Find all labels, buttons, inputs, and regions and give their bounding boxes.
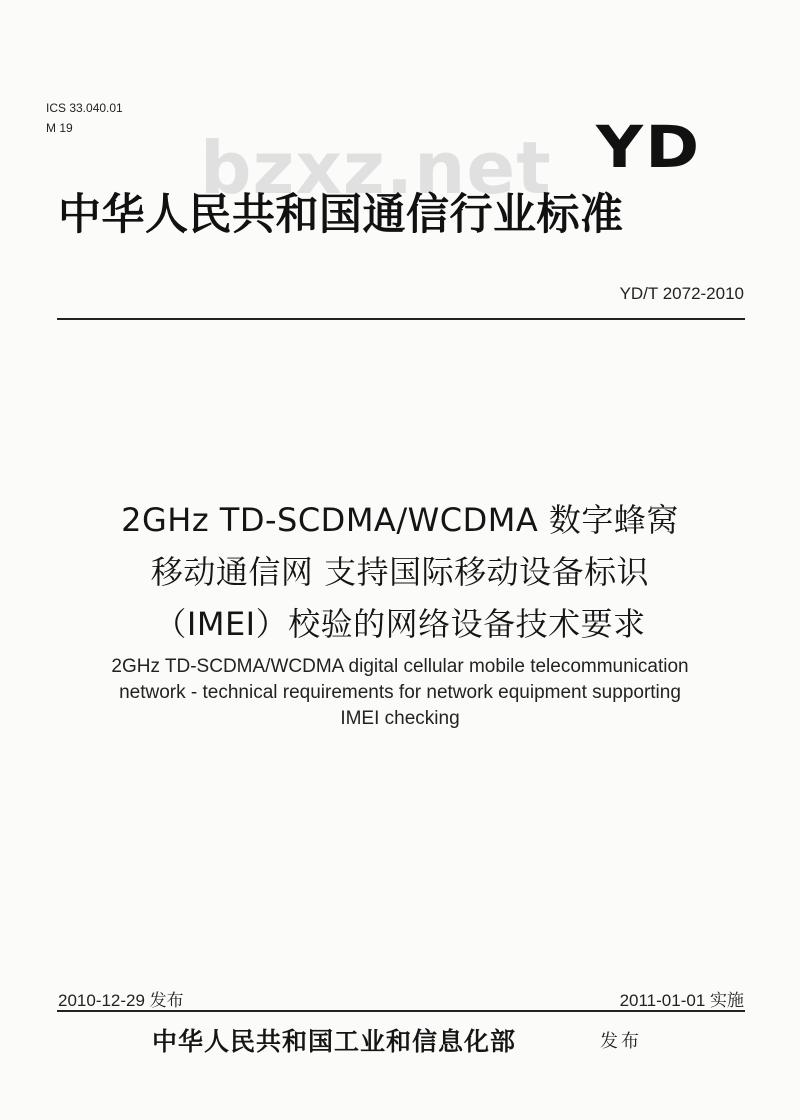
publisher-name: 中华人民共和国工业和信息化部 bbox=[152, 1027, 517, 1056]
title-cn-line: 移动通信网 支持国际移动设备标识 bbox=[150, 553, 650, 591]
standard-type-heading: 中华人民共和国通信行业标准 bbox=[58, 190, 624, 240]
ics-code: ICS 33.040.01 bbox=[46, 101, 123, 115]
title-cn-line: 2GHz TD-SCDMA/WCDMA 数字蜂窝 bbox=[121, 501, 679, 539]
watermark-text: bzxz.net bbox=[200, 126, 552, 210]
title-en-block bbox=[0, 654, 800, 732]
title-cn-line: （IMEI）校验的网络设备技术要求 bbox=[154, 605, 646, 643]
yd-logo: YD bbox=[596, 113, 702, 181]
ccs-code: M 19 bbox=[46, 121, 73, 135]
classification-codes bbox=[46, 98, 123, 138]
standard-code: YD/T 2072-2010 bbox=[619, 284, 744, 303]
header-divider bbox=[57, 318, 745, 320]
title-en-line: IMEI checking bbox=[340, 708, 460, 729]
implementation-date: 2011-01-01 实施 bbox=[619, 991, 744, 1010]
title-en-line: 2GHz TD-SCDMA/WCDMA digital cellular mobile telecommunication bbox=[111, 656, 689, 677]
document-title bbox=[0, 494, 800, 732]
footer-divider bbox=[57, 1010, 745, 1012]
title-en-line: network - technical requirements for network equipment supporting bbox=[119, 682, 681, 703]
release-date: 2010-12-29 发布 bbox=[58, 991, 184, 1010]
publisher-action: 发布 bbox=[600, 1031, 642, 1052]
